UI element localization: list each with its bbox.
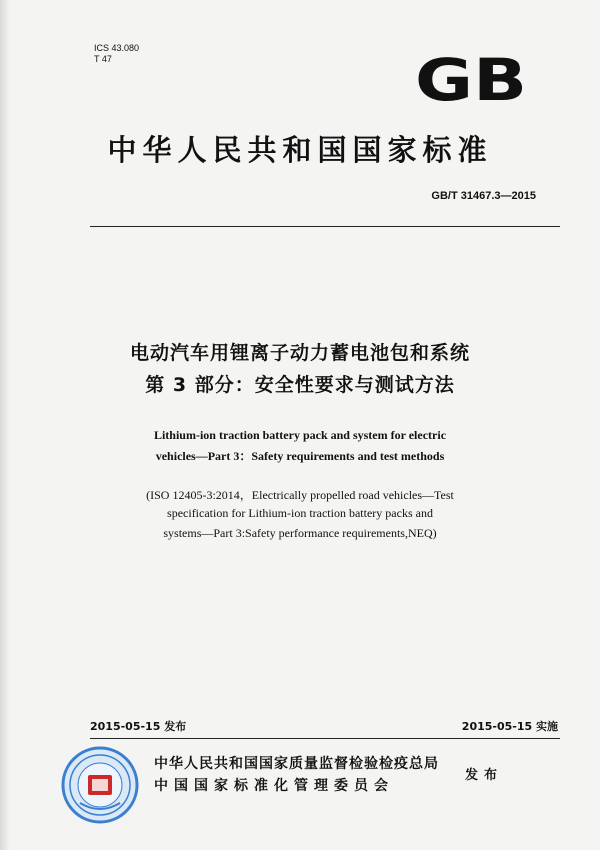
- iso-reference-line-3: systems—Part 3:Safety performance requirements,NEQ): [163, 526, 437, 540]
- ccs-code: T 47: [94, 54, 112, 64]
- anti-counterfeit-seal-icon: [60, 745, 140, 825]
- implementation-date: 2015-05-15 实施: [461, 720, 558, 733]
- chinese-title-line-1: 电动汽车用锂离子动力蓄电池包和系统: [129, 342, 470, 364]
- national-standard-title: 中华人民共和国国家标准: [107, 133, 493, 167]
- iso-reference-line-1: (ISO 12405-3:2014，Electrically propelled road vehicles—Test: [146, 488, 454, 502]
- gb-logo-text: GB: [415, 52, 527, 107]
- iso-reference-line-2: specification for Lithium-ion traction battery packs and: [167, 506, 433, 520]
- standard-number: GB/T 31467.3—2015: [431, 190, 536, 202]
- issue-date: 2015-05-15 发布: [90, 720, 187, 733]
- publish-label: 发布: [465, 768, 504, 783]
- english-title-line-1: Lithium-ion traction battery pack and system for electric: [153, 428, 447, 442]
- ics-code: ICS 43.080: [94, 43, 140, 53]
- top-divider: [90, 226, 560, 227]
- bottom-divider: [90, 738, 560, 739]
- classification-codes: [94, 43, 139, 65]
- english-title-line-2: vehicles—Part 3：Safety requirements and test methods: [155, 449, 445, 463]
- chinese-title-line-2: 第 3 部分：安全性要求与测试方法: [145, 374, 455, 396]
- issuer-line-2: 中国国家标准化管理委员会: [154, 778, 394, 794]
- gb-logo: [412, 52, 530, 107]
- scan-edge-shadow: [0, 0, 10, 850]
- issuer-line-1: 中华人民共和国国家质量监督检验检疫总局: [154, 756, 439, 772]
